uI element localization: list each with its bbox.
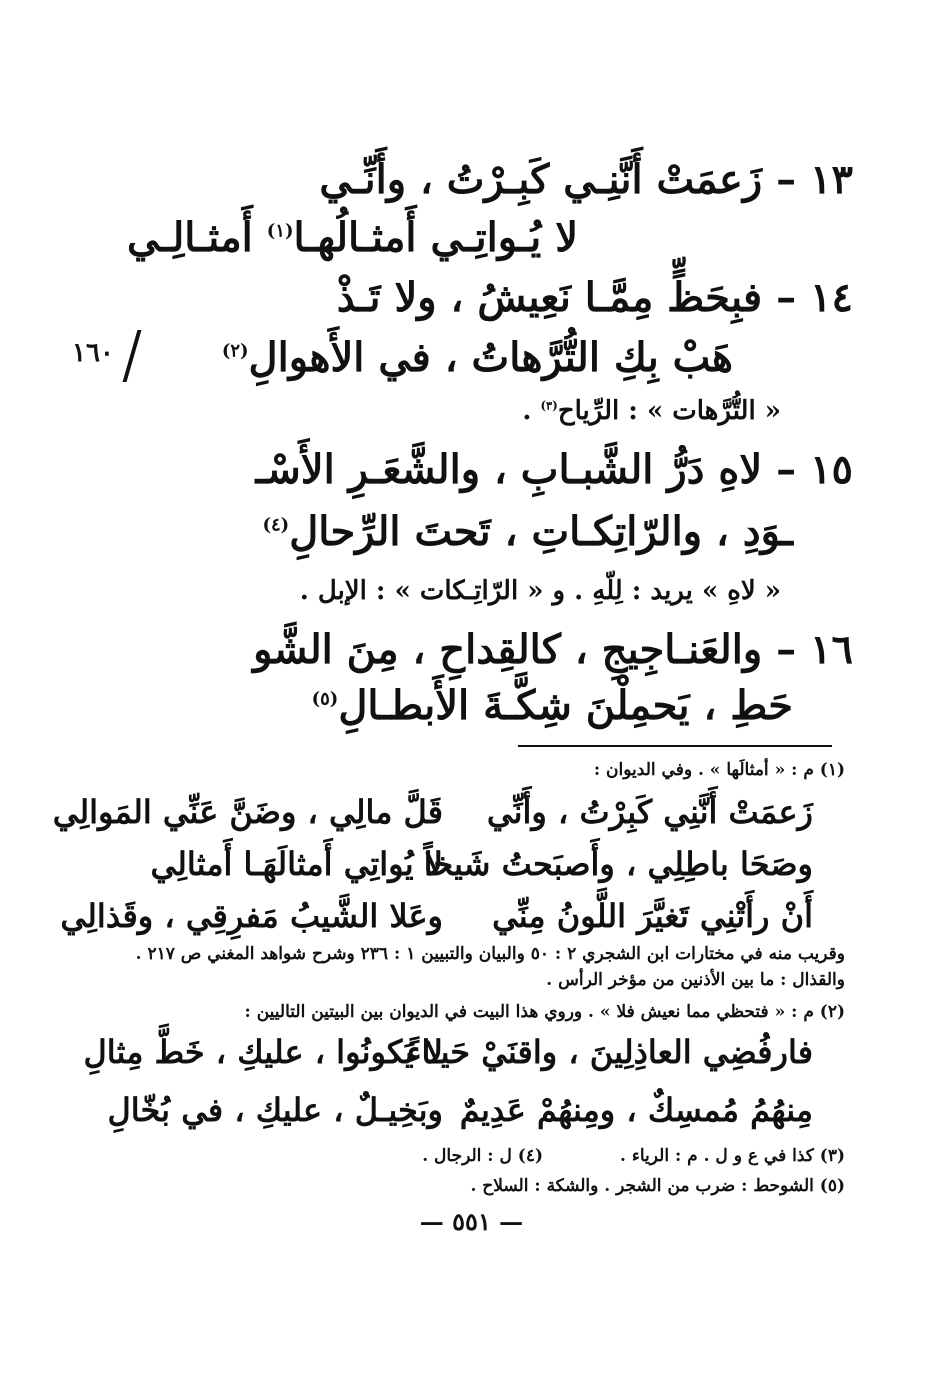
verse-15-second-hemistich: ـوَدِ ، والرّاتِكـاتِ ، تَحتَ الرِّحالِ$^{(٤)}$ xyxy=(262,508,793,555)
footnote-1-verse-2b: لا يُواتِي أَمثالَهَـا أَمثالِي xyxy=(150,845,443,883)
margin-slash xyxy=(123,330,142,382)
footnote-2-verse-1b: لا يَكونُوا ، عليكِ ، خَطَّ مِثالِ xyxy=(83,1033,443,1071)
verse-16-first-hemistich: ١٦ – والعَنـاجِيجِ ، كالقِداحِ ، مِنَ الشَّو xyxy=(253,626,853,673)
footnote-5: (٥) الشوحط : ضرب من الشجر . والشكة : السلاح . xyxy=(470,1176,845,1196)
footnote-ref: (٤) xyxy=(262,514,290,536)
verse-14-second-hemistich: هَبْ بِكِ التُّرَّهاتُ ، في الأَهوالِ$^{(٢)}$ xyxy=(221,334,733,381)
verse-number: ١٥ – xyxy=(776,446,853,493)
footnote-1-label: (١) م : « أمثالَها » . وفي الديوان : xyxy=(593,760,845,780)
footnote-3: (٣) كذا في ع و ل . م : الرياء . xyxy=(620,1146,845,1166)
verse-number: ١٦ – xyxy=(776,626,853,673)
gloss-14: « التُّرَّهات » : الرِّياح$^{(٣)}$ . xyxy=(522,396,781,426)
footnote-ref: (٣) xyxy=(540,398,558,413)
verse-16-second-hemistich: حَطِ ، يَحمِلْنَ شِكَّـةَ الأَبطـالِ$^{(٥)}$ xyxy=(311,682,793,729)
footnote-4: (٤) ل : الرجال . xyxy=(422,1146,543,1166)
footnote-1-verse-2a: وصَحَا باطِلِي ، وأَصبَحتُ شَيخاً xyxy=(423,845,813,883)
footnote-2-verse-1a: فارفُضِي العاذِلِينَ ، واقنَيْ حَيـاءً xyxy=(406,1033,813,1071)
verse-number: ١٣ – xyxy=(776,156,853,203)
verse-13-first-hemistich: ١٣ – زَعمَتْ أَنَّنِـي كَبِـرْتُ ، وأَنِّـي xyxy=(319,156,853,203)
footnote-rule xyxy=(518,745,832,747)
gloss-15: « لاهِ » يريد : لِلّهِ . و « الرّاتِـكات » : الإبل . xyxy=(299,576,781,606)
footnote-1-verse-3b: وعَلا الشَّيبُ مَفرِقِي ، وقَذالِي xyxy=(60,897,443,935)
footnote-ref: (١) xyxy=(266,220,294,242)
margin-page-number: ١٦٠ xyxy=(72,338,114,368)
footnote-1-note-2: والقذال : ما بين الأذنين من مؤخر الرأس . xyxy=(546,970,845,990)
verse-number: ١٤ – xyxy=(776,274,853,321)
footnote-1-note-1: وقريب منه في مختارات ابن الشجري ٢ : ٥٠ والبيان والتبيين ١ : ٢٣٦ وشرح شواهد المغني ص ٢١٧ . xyxy=(135,944,845,964)
footnote-2-label: (٢) م : « فتحظي مما نعيش فلا » . وروي هذا البيت في الديوان بين البيتين التاليين : xyxy=(244,1002,845,1022)
verse-15-first-hemistich: ١٥ – لاهِ دَرُّ الشَّبـابِ ، والشَّعَـرِ الأَسْـ xyxy=(255,446,853,493)
footnote-1-verse-3a: أَنْ رأَتْنِي تَغيَّرَ اللَّونُ مِنِّي xyxy=(492,897,813,935)
verse-14-first-hemistich: ١٤ – فبِحَظٍّ مِمَّـا نَعِيشُ ، ولا تَـذْ xyxy=(336,274,853,321)
footnote-2-verse-2a: مِنهُمُ مُمسِكٌ ، ومِنهُمْ عَدِيمٌ xyxy=(459,1091,813,1129)
verse-13-second-hemistich: لا يُـواتِـي أَمثـالُهـا$^{(١)}$ أَمثـالِـي xyxy=(127,214,578,261)
footnote-2-verse-2b: وبَخِيـلٌ ، عليكِ ، في بُخّالِ xyxy=(107,1091,443,1129)
footnote-1-verse-1a: زَعمَتْ أَنَّنِي كَبِرْتُ ، وأَنِّي xyxy=(486,793,813,831)
footnote-ref: (٥) xyxy=(311,688,339,710)
page-number: — ٥٥١ — xyxy=(419,1207,524,1236)
footnote-1-verse-1b: قَلَّ مالِي ، وضَنَّ عَنِّي المَوالِي xyxy=(52,793,443,831)
footnote-ref: (٢) xyxy=(221,340,249,362)
